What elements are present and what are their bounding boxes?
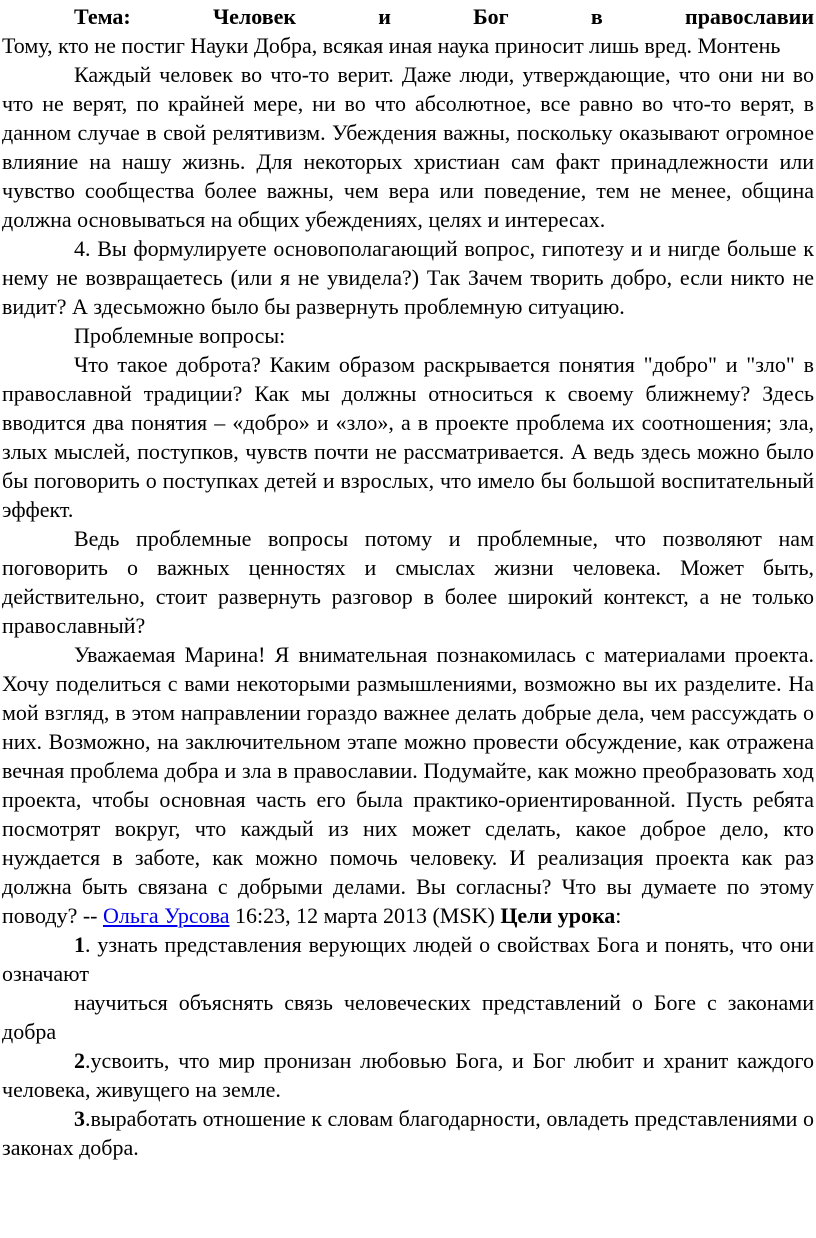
document-title xyxy=(2,2,814,31)
goal-number: 1 xyxy=(74,932,85,957)
goals-colon: : xyxy=(615,903,622,928)
paragraph-problem-questions: Что такое доброта? Каким образом раскрывается понятия "добро" и "зло" в православной традиции? Как мы должны относиться к своему ближнему? Здесь вводится два понятия – «добро» и «зло», а в проекте проблема их соотношения; зла, злых мыслей, поступков, чувств почти не рассматривается. А ведь здесь можно было бы поговорить о поступках детей и взрослых, что имело бы большой воспитательный эффект. xyxy=(2,352,814,522)
title-word: Человек xyxy=(212,4,297,29)
goal-text: .усвоить, что мир пронизан любовью Бога, и Бог любит и хранит каждого человека, живущего на земле. xyxy=(2,1048,814,1102)
goal-item xyxy=(2,1046,814,1104)
author-link[interactable]: Ольга Урсова xyxy=(103,903,230,928)
epigraph: Тому, кто не постиг Науки Добра, всякая иная наука приносит лишь вред. Монтень xyxy=(2,33,781,58)
goal-item xyxy=(2,1104,814,1162)
title-word: Бог xyxy=(473,4,509,29)
goal-number: 3 xyxy=(74,1106,85,1131)
goal-item xyxy=(2,930,814,988)
signature-time: 16:23, 12 марта 2013 (MSK) xyxy=(229,903,501,928)
title-word: православии xyxy=(685,4,814,29)
goal-text: . узнать представления верующих людей о свойствах Бога и понять, что они означают xyxy=(2,932,814,986)
paragraph-question: 4. Вы формулируете основополагающий вопрос, гипотезу и и нигде больше к нему не возвращаетесь (или я не увидела?) Так Зачем творить добро, если никто не видит? А здесьможно было бы развернуть проблемную ситуацию. xyxy=(2,236,814,319)
goal-number: 2 xyxy=(74,1048,85,1073)
paragraph-review xyxy=(2,640,814,930)
review-text: Уважаемая Марина! Я внимательная познакомилась с материалами проекта. Хочу поделиться с вами некоторыми размышлениями, возможно вы их разделите. На мой взгляд, в этом направлении гораздо важнее делать добрые дела, чем рассуждать о них. Возможно, на заключительном этапе можно провести обсуждение, как отражена вечная проблема добра и зла в православии. Подумайте, как можно преобразовать ход проекта, чтобы основная часть его была практико-ориентированной. Пусть ребята посмотрят вокруг, что каждый из них может сделать, какое доброе дело, кто нуждается в заботе, как можно помочь человеку. И реализация проекта как раз должна быть связана с добрыми делами. Вы согласны? Что вы думаете по этому поводу? -- xyxy=(2,642,814,928)
paragraph-problem-heading: Проблемные вопросы: xyxy=(74,323,286,348)
title-word: Тема: xyxy=(74,4,131,29)
paragraph-values: Ведь проблемные вопросы потому и проблемные, что позволяют нам поговорить о важных ценностях и смыслах жизни человека. Может быть, действительно, стоит развернуть разговор в более широкий контекст, а не только православный? xyxy=(2,526,814,638)
title-word: в xyxy=(590,4,603,29)
goal-item xyxy=(2,988,814,1046)
goals-label: Цели урока xyxy=(500,903,616,928)
paragraph-belief: Каждый человек во что-то верит. Даже люди, утверждающие, что они ни во что не верят, по крайней мере, ни во что абсолютное, все равно во что-то верят, в данном случае в свой релятивизм. Убеждения важны, поскольку оказывают огромное влияние на нашу жизнь. Для некоторых христиан сам факт принадлежности или чувство сообщества более важны, чем вера или поведение, тем не менее, община должна основываться на общих убеждениях, целях и интересах. xyxy=(2,62,814,232)
goal-text: .выработать отношение к словам благодарности, овладеть представлениями о законах добра. xyxy=(2,1106,814,1160)
title-word: и xyxy=(378,4,391,29)
goal-text: научиться объяснять связь человеческих представлений о Боге с законами добра xyxy=(2,990,814,1044)
